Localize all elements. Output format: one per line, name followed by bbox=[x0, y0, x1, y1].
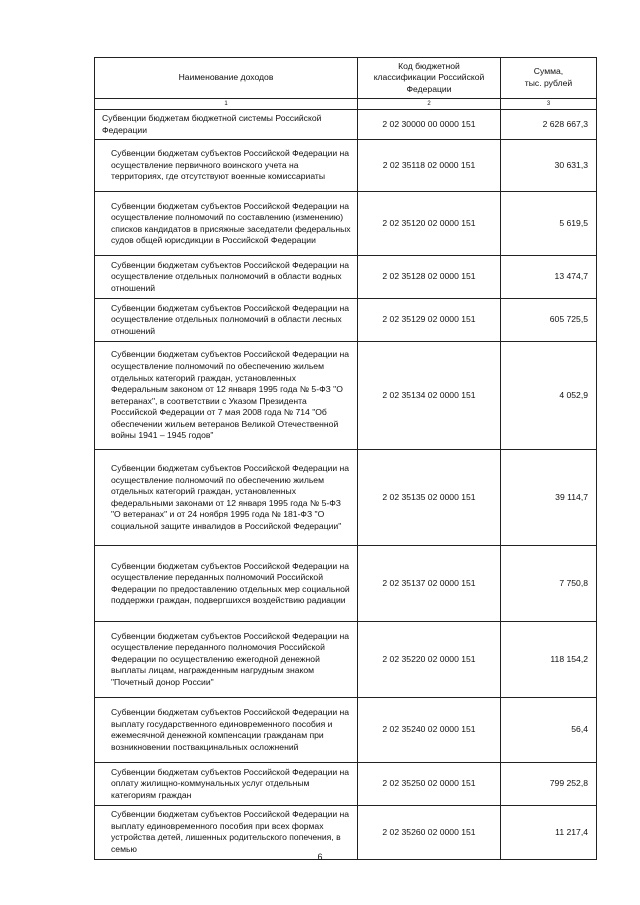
table-row bbox=[95, 256, 597, 299]
row-code: 2 02 30000 00 0000 151 bbox=[358, 110, 501, 140]
row-name: Субвенции бюджетам субъектов Российской Федерации на осуществление полномочий по обеспечению жильем отдельных категорий граждан, установленных федеральными законами от 12 января 1995 года № 5-ФЗ "О ветеранах" и от 24 ноября 1995 года № 181-ФЗ "О социальной защите инвалидов в Российской Федерации" bbox=[95, 450, 358, 546]
row-sum: 56,4 bbox=[501, 698, 597, 763]
table-row bbox=[95, 450, 597, 546]
column-number: 2 bbox=[358, 99, 501, 110]
row-sum: 13 474,7 bbox=[501, 256, 597, 299]
column-number-row bbox=[95, 99, 597, 110]
row-sum: 39 114,7 bbox=[501, 450, 597, 546]
row-code: 2 02 35134 02 0000 151 bbox=[358, 342, 501, 450]
column-number: 3 bbox=[501, 99, 597, 110]
row-code: 2 02 35260 02 0000 151 bbox=[358, 806, 501, 859]
row-code: 2 02 35118 02 0000 151 bbox=[358, 140, 501, 192]
row-name: Субвенции бюджетам субъектов Российской Федерации на осуществление полномочий по составлению (изменению) списков кандидатов в присяжные заседатели федеральных судов общей юрисдикции в Российской Федерации bbox=[95, 192, 358, 256]
row-code: 2 02 35128 02 0000 151 bbox=[358, 256, 501, 299]
row-code: 2 02 35120 02 0000 151 bbox=[358, 192, 501, 256]
row-code: 2 02 35129 02 0000 151 bbox=[358, 299, 501, 342]
header-code: Код бюджетной классификации Российской Федерации bbox=[358, 58, 501, 99]
header-sum: Сумма, тыс. рублей bbox=[501, 58, 597, 99]
row-code: 2 02 35240 02 0000 151 bbox=[358, 698, 501, 763]
row-name: Субвенции бюджетам субъектов Российской Федерации на осуществление переданного полномочия Российской Федерации по осуществлению ежегодной денежной выплаты лицам, награжденным нагрудным знаком "Почетный донор России" bbox=[95, 622, 358, 698]
table-row bbox=[95, 299, 597, 342]
table-row bbox=[95, 546, 597, 622]
row-name: Субвенции бюджетам субъектов Российской Федерации на выплату единовременного пособия при всех формах устройства детей, лишенных родительского попечения, в семью bbox=[95, 806, 358, 859]
column-number: 1 bbox=[95, 99, 358, 110]
table-header-row bbox=[95, 58, 597, 99]
row-code: 2 02 35135 02 0000 151 bbox=[358, 450, 501, 546]
row-code: 2 02 35220 02 0000 151 bbox=[358, 622, 501, 698]
row-name: Субвенции бюджетам субъектов Российской Федерации на осуществление отдельных полномочий в области лесных отношений bbox=[95, 299, 358, 342]
row-sum: 30 631,3 bbox=[501, 140, 597, 192]
row-name: Субвенции бюджетам субъектов Российской Федерации на осуществление первичного воинского учета на территориях, где отсутствуют военные комиссариаты bbox=[95, 140, 358, 192]
row-code: 2 02 35250 02 0000 151 bbox=[358, 763, 501, 806]
row-name: Субвенции бюджетам субъектов Российской Федерации на осуществление полномочий по обеспечению жильем отдельных категорий граждан, установленных Федеральным законом от 12 января 1995 года № 5-ФЗ "О ветеранах", в соответствии с Указом Президента Российской Федерации от 7 мая 2008 года № 714 "Об обеспечении жильем ветеранов Великой Отечественной войны 1941 – 1945 годов" bbox=[95, 342, 358, 450]
row-sum: 2 628 667,3 bbox=[501, 110, 597, 140]
row-sum: 5 619,5 bbox=[501, 192, 597, 256]
header-name: Наименование доходов bbox=[95, 58, 358, 99]
row-name: Субвенции бюджетам субъектов Российской Федерации на выплату государственного единовременного пособия и ежемесячной денежной компенсации гражданам при возникновении поствакцинальных осложнений bbox=[95, 698, 358, 763]
row-name: Субвенции бюджетам бюджетной системы Российской Федерации bbox=[95, 110, 358, 140]
page-number: 6 bbox=[317, 852, 323, 862]
row-name: Субвенции бюджетам субъектов Российской Федерации на осуществление отдельных полномочий в области водных отношений bbox=[95, 256, 358, 299]
table-row bbox=[95, 110, 597, 140]
table-row bbox=[95, 763, 597, 806]
row-sum: 799 252,8 bbox=[501, 763, 597, 806]
table-row bbox=[95, 342, 597, 450]
row-name: Субвенции бюджетам субъектов Российской Федерации на оплату жилищно-коммунальных услуг отдельным категориям граждан bbox=[95, 763, 358, 806]
row-sum: 605 725,5 bbox=[501, 299, 597, 342]
table-row bbox=[95, 192, 597, 256]
row-sum: 118 154,2 bbox=[501, 622, 597, 698]
row-name: Субвенции бюджетам субъектов Российской Федерации на осуществление переданных полномочий Российской Федерации по предоставлению отдельных мер социальной поддержки граждан, подвергшихся воздействию радиации bbox=[95, 546, 358, 622]
table-row bbox=[95, 622, 597, 698]
row-sum: 4 052,9 bbox=[501, 342, 597, 450]
row-sum: 11 217,4 bbox=[501, 806, 597, 859]
row-code: 2 02 35137 02 0000 151 bbox=[358, 546, 501, 622]
table-row bbox=[95, 140, 597, 192]
table-row bbox=[95, 698, 597, 763]
row-sum: 7 750,8 bbox=[501, 546, 597, 622]
revenue-table bbox=[94, 57, 597, 860]
